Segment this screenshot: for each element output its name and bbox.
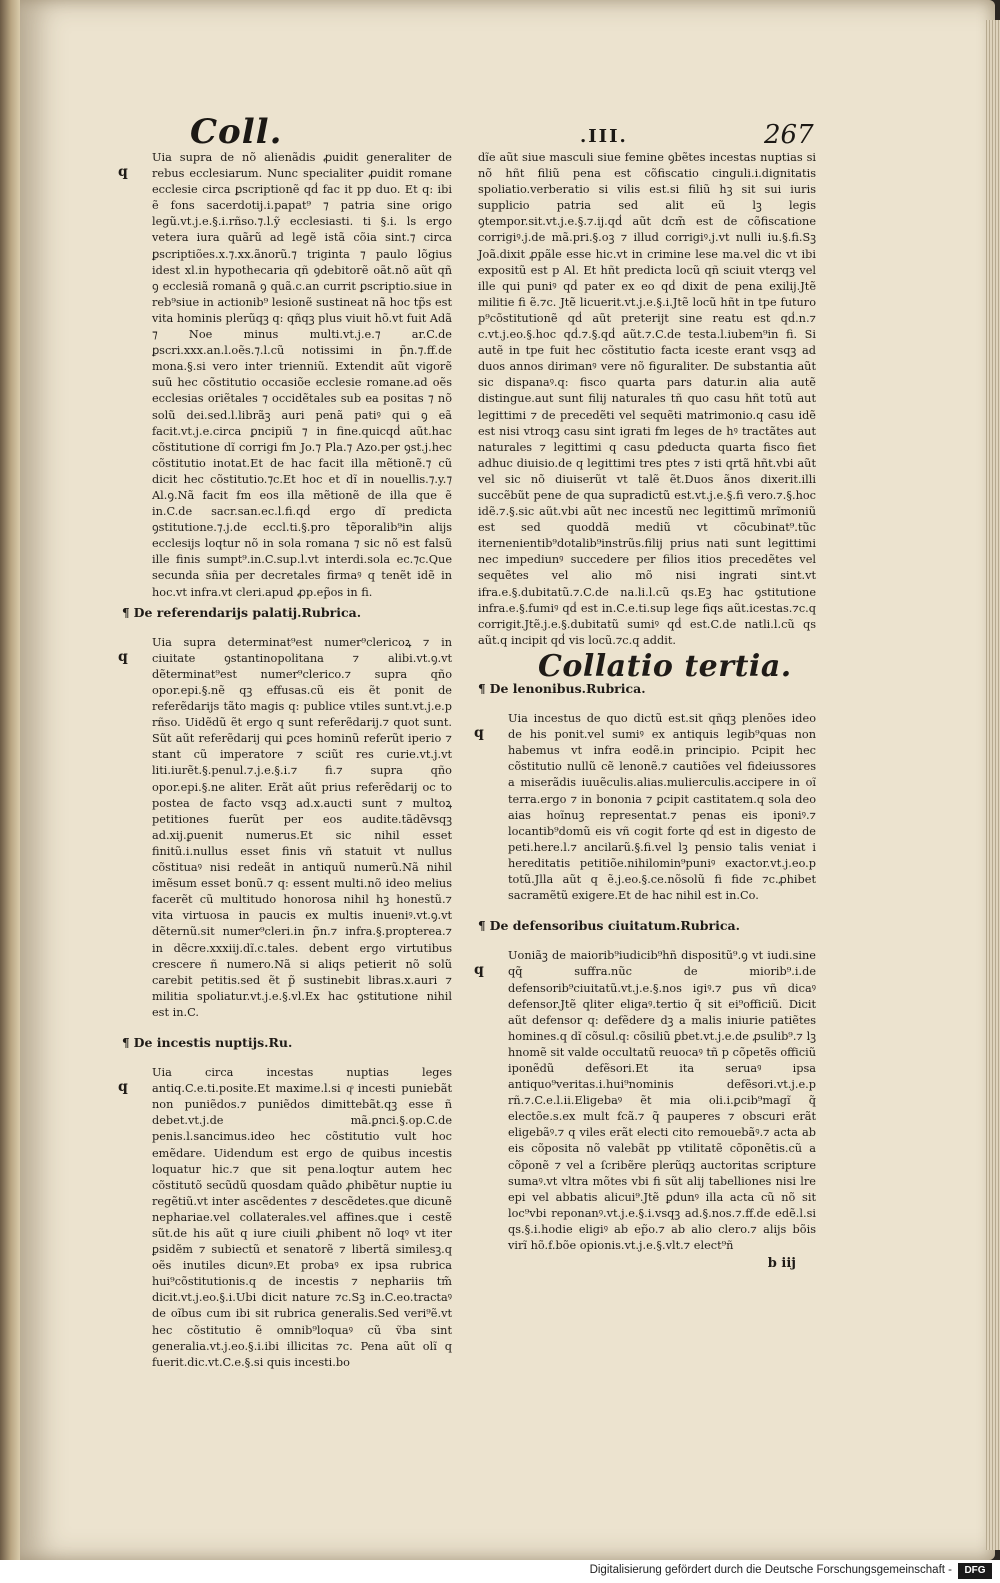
rubric-text: De referendarijs palatij.Rubrica.: [133, 604, 362, 620]
rubric-text: De defensoribus ciuitatum.Rubrica.: [489, 918, 740, 934]
book-page: [20, 0, 995, 1560]
dfg-logo: DFG: [958, 1563, 992, 1579]
paragraph-initial: q: [118, 1079, 128, 1096]
paragraph-text: Uoniãꝫ de maiorib⁹iudicib⁹hñ dispositũ⁹.ꝯ vt iudi.sine qq̃ suffra.nũc de miorib⁹.i.de defensorib⁹ciuitatũ.vt.j.e.§.nos igiꝰ.⁊ ꝑus vñ dicaꝰ defensor.Jtẽ qliter eligaꝰ.tertio q̃ sit ei⁹officiũ. Dicit aũt defensor q: defẽdere dꝫ a malis iniurie patiẽtes homines.q dĩ cõsul.q: cõsiliũ ꝑbet.vt.j.e.de ꝓsulib⁹.⁊ lꝫ hnomẽ sit valde occultatũ reuocaꝰ tñ p cõpetẽs officiũ iponẽdũ defẽsori.Et ita seruaꝰ ipsa antiquo⁹veritas.i.hui⁹nominis defẽsori.vt.j.e.p rñ.⁊.C.e.l.ii.Eligebaꝰ ẽt mia oli.i.ꝑcib⁹magĩ q̃ electõe.s.ex mult fcã.⁊ q̃ pauperes ⁊ obscuri erãt eligebãꝰ.⁊ q viles erãt electi cito remouebãꝰ.⁊ acta ab eis cõposita nõ valebãt pp vtilitatẽ cõponẽtis.cũ a cõponẽ ⁊ vel a ſcribẽre plerũqꝫ auctoritas scripture sumaꝰ.vt vltra mõtes vbi fi sũt alij tabelliones nisi lre epi vel abbatis alicui⁹.Jtẽ ꝑdunꝰ illa acta cũ nõ sit loc⁹vbi reponanꝰ.vt.j.e.§.i.vsqꝫ ad.§.nos.⁊.ff.de edẽ.l.si qs.§.i.hodie eligiꝰ ab ep̃o.⁊ ab alio clero.⁊ alijs bõis virĩ hõ.f.bõe opionis.vt.j.e.§.vlt.⁊ elect⁹ñ: [508, 949, 816, 1252]
paragraph-mark-icon: ¶: [122, 1035, 130, 1050]
paragraph-initial: q: [474, 725, 484, 742]
paragraph-initial: q: [118, 164, 128, 180]
paragraph: [118, 150, 452, 601]
paragraph-text: Uia supra de nõ alienãdis ꝓuidit generaliter de rebus ecclesiarum. Nunc specialiter ꝓuidit romane ecclesie circa ꝑscriptionẽ qḋ fac it pp duo. Et q: ibi ẽ fons sacerdotij.i.papat⁹ ⁊ patria sine origo legũ.vt.j.e.§.i.rñso.⁊.l.ỹ ecclesiasti. ti §.i. ls ergo vetera iura quãrũ ad legẽ istã cõia sint.⁊ circa ꝑscriptiões.x.⁊.xx.ãnorũ.⁊ triginta ⁊ paulo lõgius idest xl.in hypothecaria qñ ꝯdebitorẽ oãt.nõ aũt qñ ꝯ ecclesiã romanã ꝯ quã.c.an currit ꝑscriptio.siue in reb⁹siue in actionib⁹ lesionẽ sustineat nã hoc tp̃s est vita hominis plerũqꝫ q: qñqꝫ plus viuit hõ.vt fuit Adã ⁊ Noe minus multi.vt.j.e.⁊ ar.C.de ꝑscri.xxx.an.l.oẽs.⁊.l.cũ notissimi in p̃n.⁊.ff.de mona.§.si vero inter trienniũ. Extendit aũt vigorẽ suũ hec cõstitutio occasiõe ecclesie romane.ad oẽs ecclesias oriẽtales ⁊ occidẽtales sub ea positas ⁊ nõ solũ dei.sed.l.librãꝫ auri penã patiꝰ qui ꝯ eã facit.vt.j.e.circa ꝑncipiũ ⁊ in fine.quicqḋ aũt.hac cõstitutione dĩ corrigi fm Jo.⁊ Pla.⁊ Azo.per ꝯst.j.hec cõstitutio inotat.Et de hac facit illa mẽtionẽ.⁊ cũ dicit hec cõstitutio.⁊c.Et hoc et dĩ in nouellis.⁊.y.⁊ Al.ꝯ.Nã facit fm eos illa mẽtionẽ de illa que ẽ in.C.de sacr.san.ec.l.fi.qḋ ergo dĩ predicta ꝯstitutione.⁊.j.de eccl.ti.§.pro tẽporalib⁹in alijs ecclesijs loqtur nõ in sola romana ⁊ sic nõ est falsũ ille finis sumpt⁹.in.C.sup.l.vt interdi.sola ec.⁊c.Que secunda sñia per decretales firmaꝰ q tenẽt idẽ in hoc.vt infra.vt cleri.apud ꝓp.ep̃os in fi.: [152, 151, 452, 599]
paragraph-mark-icon: ¶: [122, 605, 130, 620]
page-number: 267: [764, 120, 814, 150]
rubric-heading: [122, 1035, 452, 1051]
paragraph: [474, 711, 816, 904]
right-column: [474, 150, 816, 1272]
section-title: Collatio tertia.: [538, 648, 792, 684]
rubric-heading: [478, 918, 816, 934]
paragraph-initial: q: [474, 962, 484, 979]
footer-bar: [0, 1560, 1000, 1583]
paragraph-mark-icon: ¶: [478, 919, 486, 934]
header-middle: .III.: [580, 126, 628, 147]
binding-edge: [0, 0, 20, 1583]
paragraph: [118, 635, 452, 1021]
paragraph: [118, 1065, 452, 1371]
paragraph-text: Uia supra determinat⁹est numer⁹clericoꝝ ⁊ in ciuitate ꝯstantinopolitana ⁊ alibi.vt.ꝯ.vt dẽterminat⁹est numer⁹clerico.⁊ supra qño opor.epi.§.nẽ qꝫ effusas.cũ eis ẽt ponit de referẽdarijs tãto magis q: publice vtiles sunt.vt.j.e.p rñso. Uidẽdũ ẽt ergo q sunt referẽdarij.⁊ quot sunt. Sũt aũt referẽdarij qui ꝑces hominũ referũt iperio ⁊ stant cũ imperatore ⁊ sciũt res curie.vt.j.vt liti.iurẽt.§.penul.⁊.j.e.§.i.⁊ fi.⁊ supra qño opor.epi.§.ne aliter. Erãt aũt prius referẽdarij oc to postea de facto vsqꝫ ad.x.aucti sunt ⁊ multoꝝ petitiones fuerũt per eos audite.tãdẽvsqꝫ ad.xij.ꝑuenit numerus.Et sic nihil esset finitũ.i.nullus esset finis vñ statuit vt nullus cõstituaꝰ nisi redeãt in antiquũ numerũ.Nã nihil imẽsum esset bonũ.⁊ q: essent multi.nõ ideo melius facerẽt cũ multitudo honorosa nihil hꝫ honestũ.⁊ vita virtuosa in paucis ex multis inueniꝰ.vt.ꝯ.vt dẽternũ.sit numer⁹cleri.in p̃n.⁊ infra.§.propterea.⁊ in dẽcre.xxxiij.dĩ.c.tales. debent ergo virtutibus crescere ñ numero.Nã si aliqs petierit nõ solũ carebit petitis.sed ẽt p̃ sustinebit libras.x.auri ⁊ militia spoliatur.vt.j.e.§.vl.Ex hac ꝯstitutione nihil est in.C.: [152, 635, 452, 1019]
page-stack-edge: [986, 20, 1000, 1550]
signature-mark: b iij: [767, 1256, 796, 1272]
funding-credit: Digitalisierung gefördert durch die Deutsche Forschungsgemeinschaft -: [589, 1564, 952, 1576]
paragraph: [474, 948, 816, 1254]
paragraph-text: dĩe aũt siue masculi siue femine ꝯbẽtes incestas nuptias si nõ hñt filiũ pena est cõfiscatio cinguli.i.dignitatis spoliatio.verberatio si vilis est.si filiũ hꝫ sit sui iuris supplicio patria sed alit eũ lꝫ legis ꝯtempor.sit.vt.j.e.§.⁊.ij.qḋ aũt dcm̃ est de cõfiscatione corrigiꝰ.j.de mã.pri.§.oꝫ ⁊ illud corrigiꝰ.j.vt nulli iu.§.fi.Sꝫ Joã.dixit ꝓpãle esse hic.vt in crimine lese ma.vel dic vt ibi expositũ est p Al. Et hñt predicta locũ qñ sciuit vterqꝫ vel ille qui puniꝰ qḋ pater ex eo qḋ dixit de pena exilij.Jtẽ militie fi ẽ.⁊c. Jtẽ licuerit.vt.j.e.§.i.Jtẽ locũ hñt in tpe futuro p⁹cõstitutionẽ qḋ aũt preterijt sine reatu est qḋ.n.⁊ c.vt.j.eo.§.hoc qḋ.⁊.§.qḋ aũt.⁊.C.de testa.l.iubem⁹in fi. Si autẽ in tpe fuit hec cõstitutio facta iceste erant vsqꝫ ad duos annos dirimanꝰ vere nõ figuraliter. De substantia aũt sic dispanaꝰ.q: fisco quarta pars datur.in alia autẽ distingue.aut sunt filij naturales tñ quo casu hñt totũ aut legittimi ⁊ de precedẽti vel sequẽti matrimonio.q casu idẽ est nisi vtroqꝫ casu sint igrati fm leges de hꝰ tractãtes aut naturales ⁊ legittimi q casu ꝑdeducta quarta fisco fiet adhuc diuisio.de q legittimi tres ptes ⁊ isti qrtã hñt.vbi aũt vel sic nõ diuiserũt vt talẽ ẽt.Duos ãnos dixerit.illi succẽbũt pene de qua supradictũ est.vt.j.e.§.fi vero.⁊.§.hoc idẽ.⁊.§.sic aũt.vbi aũt nec incestũ nec legittimũ mrĩmoniũ est sed quoddã mediũ vt cõcubinat⁹.tũc iternenientib⁹dotalib⁹instrũs.filij prius nati sunt legittimi nec impediunꝰ succedere per filios itios precedẽtes vel sequẽtes vel alio mõ nisi ingrati sint.vt ifra.e.§.dubitatũ.⁊.C.de na.li.l.cũ qs.Eꝫ hac ꝯstitutione infra.e.§.fumiꝰ qḋ est in.C.e.ti.sup lege fiqs aũt.icestas.⁊c.q corrigit.Jtẽ.j.e.§.dubitatũ sumiꝰ qḋ est.C.de natli.l.cũ qs aũt.q incipit qḋ vis locũ.⁊c.q addit.: [478, 151, 816, 647]
rubric-heading: [122, 605, 452, 621]
paragraph-mark-icon: ¶: [478, 682, 486, 696]
header-left: Coll.: [190, 112, 283, 152]
paragraph: [478, 150, 816, 649]
rubric-text: De lenonibus.Rubrica.: [489, 681, 646, 696]
left-column: [118, 150, 452, 1373]
paragraph-text: Uia incestus de quo dictũ est.sit qñqꝫ plenões ideo de his ponit.vel sumiꝰ ex antiquis legib⁹quas non habemus vt infra eodẽ.in principio. Pcipit hec cõstitutio nullũ cẽ lenonẽ.⁊ cautiões vel fideiussores a miserãdis iuuẽculis.alias.mulierculis.accipere in oĩ terra.ergo ⁊ in bononia ⁊ ꝑcipit castitatem.q sola deo aias hoĩnuꝫ representat.⁊ penas eis iponiꝰ.⁊ locantib⁹domũ eis vñ cogit forte qḋ est in digesto de peti.here.l.⁊ ancilarũ.§.fi.vel lꝫ pensio talis veniat i hereditatis petitiõe.nihilomin⁹puniꝰ exactor.vt.j.eo.p totũ.Jlla aũt q ẽ.j.eo.§.ce.nõsolũ fi fide ⁊c.ꝓhibet sacramẽtũ exigere.Et de hac nihil est in.Co.: [508, 712, 816, 903]
paragraph-initial: q: [118, 648, 128, 665]
paragraph-text: Uia circa incestas nuptias leges antiq.C.e.ti.posite.Et maxime.l.si qͦ incesti puniebãt non puniẽdos.⁊ puniẽdos dimittebãt.qꝫ esse ñ debet.vt.j.de mã.ꝑnci.§.op.C.de penis.l.sancimus.ideo hec cõstitutio vult hoc emẽdare. Uidendum est ergo de quibus incestis loquatur hic.⁊ que sit pena.loqtur autem hec cõstitutõ secũdũ quosdam quãdo ꝓhibẽtur nuptie iu regẽtiũ.vt inter ascẽdentes ⁊ descẽdetes.que dicunẽ nephariae.vel collaterales.vel affines.que i cestẽ sũt.de his aũt q iure ciuili ꝓhibent nõ loqꝰ vt iter ꝑsidẽm ⁊ subiectũ et senatorẽ ⁊ libertã similesꝫ.q oẽs inutiles dicunꝰ.Et probaꝰ ex ipsa rubrica hui⁹cõstitutionis.q de incestis ⁊ nephariis tm̃ dicit.vt.j.eo.§.i.Ubi dicit nature ⁊c.Sꝫ in.C.eo.tractaꝰ de oĩbus cum ibi sit rubrica generalis.Sed veri⁹ẽ.vt hec cõstitutio ẽ omnib⁹loquaꝰ cũ ṽba sint generalia.vt.j.eo.§.i.ibi illicitas ⁊c. Pena aũt olĩ q fuerit.dic.vt.C.e.§.si quis incesti.bo: [152, 1066, 452, 1369]
rubric-text: De incestis nuptijs.Ru.: [133, 1034, 293, 1050]
